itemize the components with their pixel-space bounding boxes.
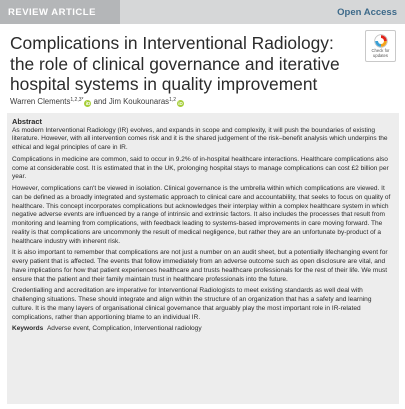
article-title: Complications in Interventional Radiology: the role of clinical governance and iterative hospital systems in quality improvement (10, 33, 340, 94)
article-header-bar (0, 0, 405, 24)
abstract-paragraph: Credentialling and accreditation are imperative for Interventional Radiologists to meet existing standards as well deal with challenging situations. These should integrate and align within the structure of an organization that has a safety and learning culture. It is the many layers of organisational clinical governance that arguably play the most important role in IR-related complications, rather than apportioning blame to an individual IR. (12, 287, 372, 321)
author-affiliation: 1,2,3* (70, 97, 84, 103)
orcid-icon[interactable]: iD (85, 101, 91, 106)
author-conjunction: and (93, 97, 107, 106)
open-access-label[interactable]: Open Access (120, 0, 405, 24)
article-type-label: REVIEW ARTICLE (0, 0, 120, 24)
keywords-label: Keywords (12, 325, 44, 333)
abstract-box (7, 113, 399, 404)
author-affiliation: 1,2 (169, 97, 177, 103)
author-line (10, 97, 400, 107)
check-for-updates-button[interactable] (365, 30, 396, 62)
author-name[interactable]: Warren Clements (10, 97, 71, 106)
author-name[interactable]: Jim Koukounaras (108, 97, 170, 106)
abstract-paragraph: Complications in medicine are common, said to occur in 9.2% of in-hospital healthcare interactions. Healthcare complications also come at considerable cost. It is estimated that in the UK, prolonging hospital stays to manage complications can cost £2 billion per year. (12, 155, 389, 181)
abstract-paragraph: As modern Interventional Radiology (IR) evolves, and expands in scope and complexity, it will push the boundaries of existing literature. However, with all intervention comes risk and it is the shared judgement of the risk–benefit analysis which underpins the ethical and legal principles of care in IR. (12, 126, 388, 151)
crossmark-icon (374, 34, 388, 48)
check-updates-text: Check for updates (371, 48, 390, 58)
abstract-paragraph: However, complications can't be viewed in isolation. Clinical governance is the umbrella within which complications are viewed. It can be defined as a broadly integrated and systematic approach to clinical care and accountability, that seeks to focus on quality of healthcare. This concept incorporates complications but acknowledges their interplay within a complex healthcare system in which negative adverse events are influenced by a range of intrinsic and extrinsic factors. It also includes the processes that result from monitoring and learning from complications, with feedback leading to systems-based improvements in care moving forward. The reality is that complications are uncommonly the result of medical negligence, but rather they are an unfortunate by-product of a healthcare industry with inherent risk. (12, 185, 391, 245)
orcid-icon[interactable]: iD (178, 101, 183, 106)
abstract-paragraph: It is also important to remember that complications are not just a number on an audit sheet, but a potentially lifechanging event for every patient that is affected. The events that follow immediately from an adverse outcome such as open disclosure are vital, and have implications for how that patient experiences healthcare and trusts healthcare professionals for the rest of their life. We must ensure that the patient and their family maintain trust in healthcare professionals into the future. (12, 249, 388, 283)
keywords-line (12, 325, 394, 334)
keywords-list: Adverse event, Complication, Interventional radiology (46, 325, 202, 333)
abstract-heading: Abstract (12, 117, 42, 126)
